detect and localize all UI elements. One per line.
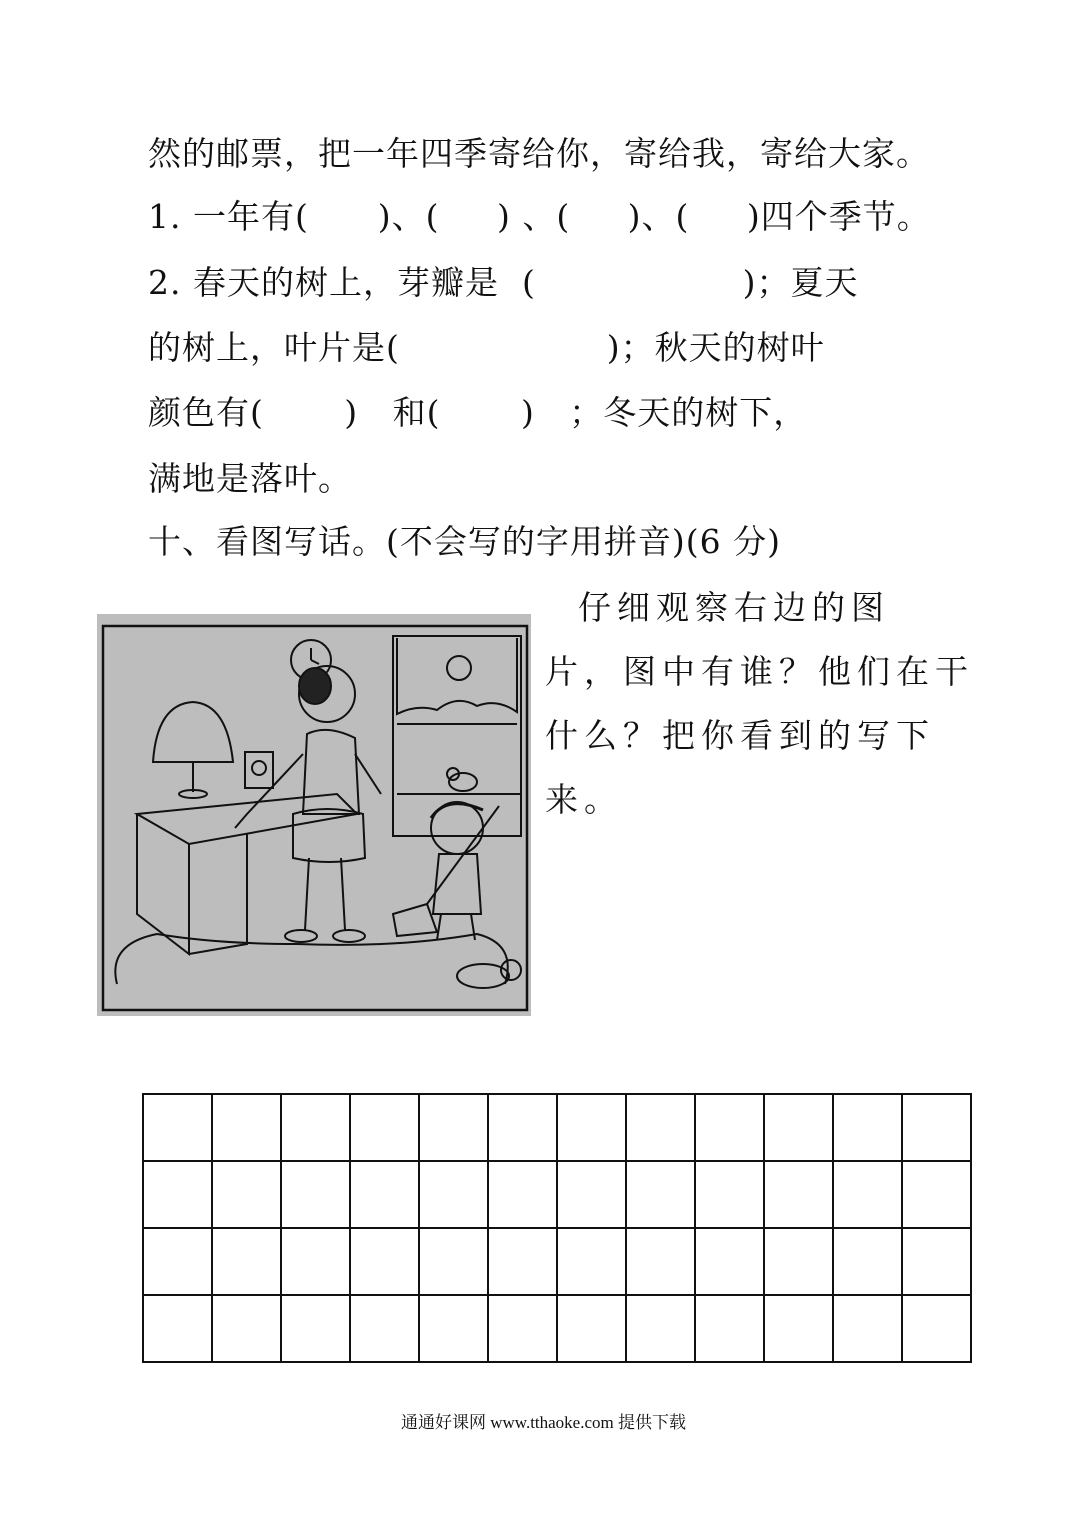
- grid-cell[interactable]: [488, 1228, 557, 1295]
- grid-cell[interactable]: [212, 1094, 281, 1161]
- instruction-line-1: 仔细观察右边的图: [545, 588, 890, 627]
- instruction-line-3: 什么？把你看到的写下: [545, 716, 935, 755]
- grid-cell[interactable]: [350, 1295, 419, 1362]
- grid-cell[interactable]: [626, 1295, 695, 1362]
- grid-cell[interactable]: [419, 1295, 488, 1362]
- grid-cell[interactable]: [281, 1228, 350, 1295]
- grid-cell[interactable]: [212, 1228, 281, 1295]
- grid-cell[interactable]: [902, 1228, 971, 1295]
- writing-grid: [142, 1093, 972, 1363]
- grid-cell[interactable]: [557, 1295, 626, 1362]
- grid-cell[interactable]: [419, 1161, 488, 1228]
- grid-cell[interactable]: [350, 1228, 419, 1295]
- question-2-line-2: 的树上，叶片是( )；秋天的树叶: [148, 328, 825, 367]
- instruction-line-4: 来。: [545, 780, 623, 819]
- grid-cell[interactable]: [419, 1228, 488, 1295]
- grid-cell[interactable]: [557, 1094, 626, 1161]
- grid-cell[interactable]: [902, 1161, 971, 1228]
- grid-cell[interactable]: [557, 1228, 626, 1295]
- grid-row: [143, 1228, 971, 1295]
- grid-cell[interactable]: [626, 1094, 695, 1161]
- grid-cell[interactable]: [695, 1161, 764, 1228]
- illustration-mother-and-child-cleaning: [97, 614, 531, 1016]
- grid-cell[interactable]: [695, 1295, 764, 1362]
- grid-cell[interactable]: [764, 1228, 833, 1295]
- grid-cell[interactable]: [833, 1228, 902, 1295]
- grid-cell[interactable]: [695, 1228, 764, 1295]
- grid-cell[interactable]: [350, 1094, 419, 1161]
- question-2-line-4: 满地是落叶。: [148, 459, 352, 498]
- grid-cell[interactable]: [281, 1295, 350, 1362]
- grid-row: [143, 1094, 971, 1161]
- grid-cell[interactable]: [281, 1161, 350, 1228]
- footer-text: 通通好课网 www.tthaoke.com 提供下载: [400, 1413, 687, 1432]
- grid-cell[interactable]: [902, 1094, 971, 1161]
- grid-row: [143, 1161, 971, 1228]
- grid-cell[interactable]: [833, 1295, 902, 1362]
- grid-cell[interactable]: [419, 1094, 488, 1161]
- grid-cell[interactable]: [143, 1161, 212, 1228]
- grid-cell[interactable]: [212, 1161, 281, 1228]
- grid-cell[interactable]: [143, 1094, 212, 1161]
- grid-cell[interactable]: [695, 1094, 764, 1161]
- grid-cell[interactable]: [902, 1295, 971, 1362]
- grid-cell[interactable]: [281, 1094, 350, 1161]
- grid-cell[interactable]: [833, 1161, 902, 1228]
- grid-cell[interactable]: [350, 1161, 419, 1228]
- grid-cell[interactable]: [557, 1161, 626, 1228]
- grid-cell[interactable]: [488, 1094, 557, 1161]
- grid-cell[interactable]: [764, 1094, 833, 1161]
- grid-cell[interactable]: [143, 1228, 212, 1295]
- passage-line: 然的邮票，把一年四季寄给你，寄给我，寄给大家。: [148, 134, 930, 173]
- grid-cell[interactable]: [764, 1295, 833, 1362]
- grid-cell[interactable]: [488, 1161, 557, 1228]
- grid-cell[interactable]: [833, 1094, 902, 1161]
- question-2-line-3: 颜色有( ) 和( ) ；冬天的树下，: [148, 393, 808, 432]
- grid-cell[interactable]: [488, 1295, 557, 1362]
- question-1: 1. 一年有( )、( ) 、( )、( )四个季节。: [148, 197, 931, 236]
- grid-row: [143, 1295, 971, 1362]
- question-2-line-1: 2. 春天的树上，芽瓣是 ( )；夏天: [148, 263, 859, 302]
- section-10-heading: 十、看图写话。(不会写的字用拼音)(6 分): [148, 522, 781, 561]
- grid-cell[interactable]: [626, 1228, 695, 1295]
- grid-cell[interactable]: [212, 1295, 281, 1362]
- instruction-line-2: 片，图中有谁？他们在干: [545, 652, 974, 691]
- grid-cell[interactable]: [764, 1161, 833, 1228]
- grid-cell[interactable]: [626, 1161, 695, 1228]
- grid-cell[interactable]: [143, 1295, 212, 1362]
